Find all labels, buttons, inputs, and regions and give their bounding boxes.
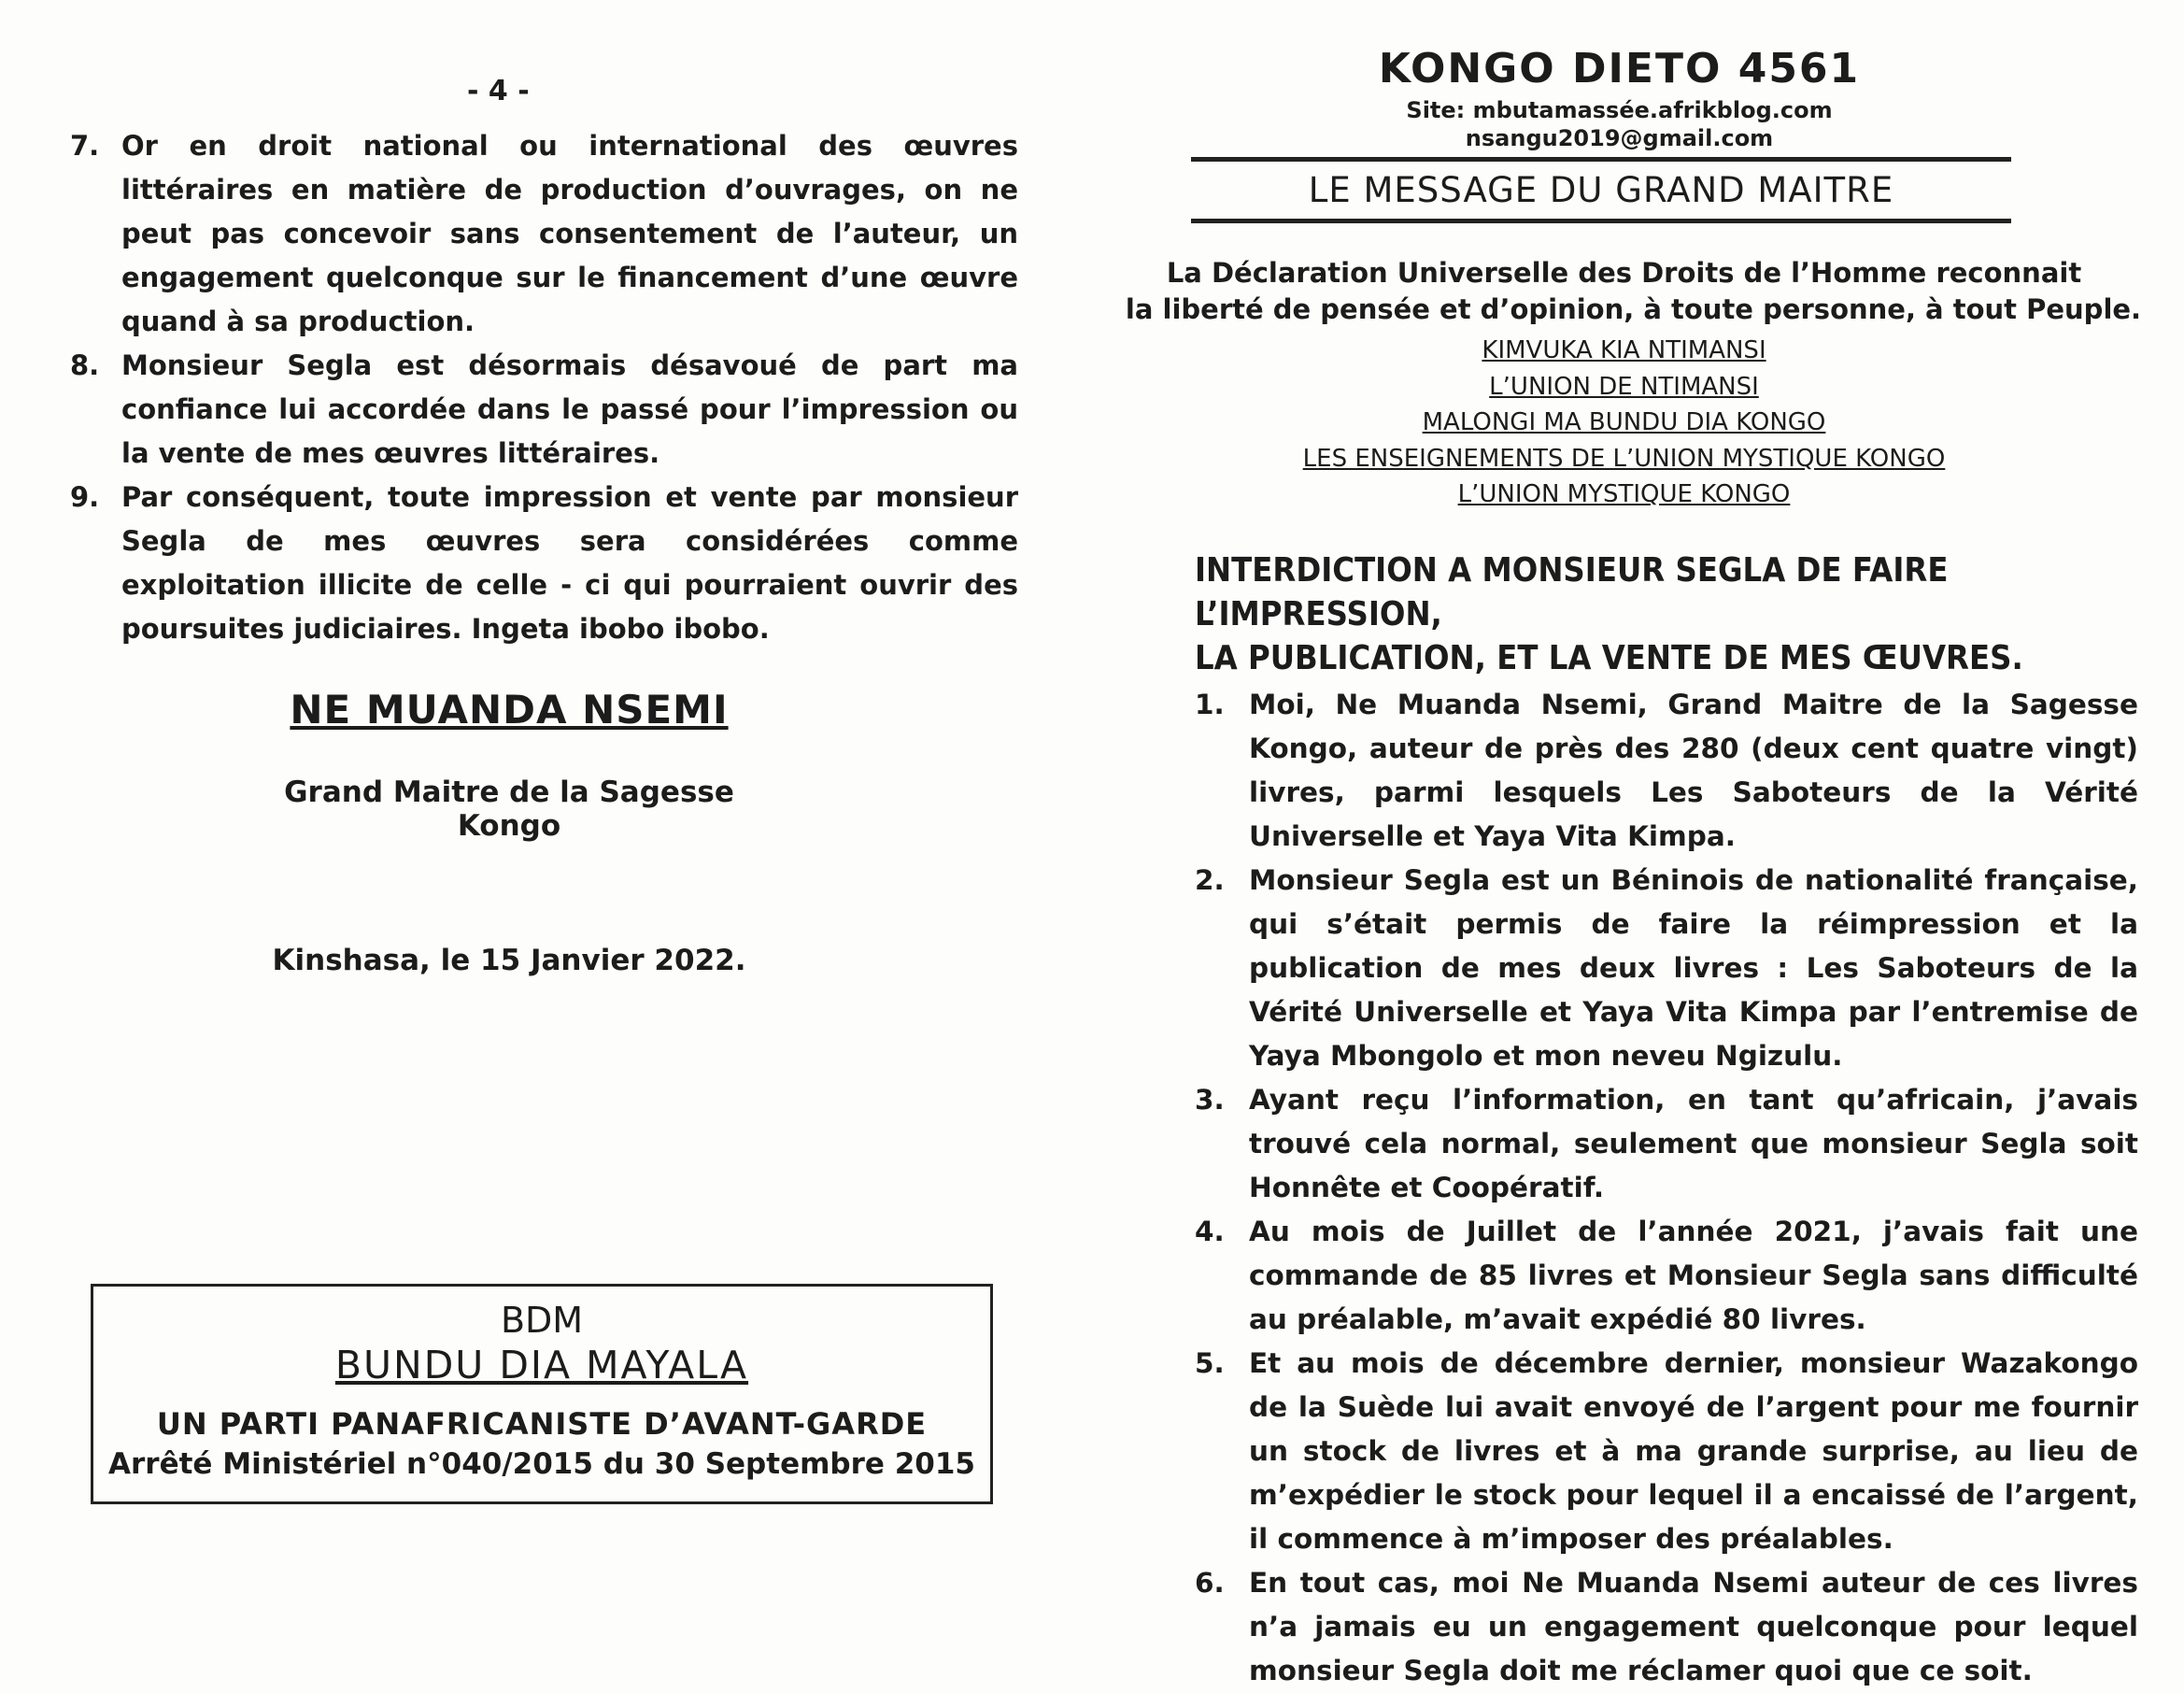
party-abbreviation: BDM xyxy=(500,1300,584,1341)
place-date: Kinshasa, le 15 Janvier 2022. xyxy=(272,944,746,977)
signature-name: NE MUANDA NSEMI xyxy=(290,687,729,733)
organization-name: L’UNION DE NTIMANSI xyxy=(1489,372,1759,401)
header-rule-top xyxy=(1191,157,2011,162)
headline xyxy=(1195,548,2128,680)
party-decree: Arrêté Ministériel n°040/2015 du 30 Septembre 2015 xyxy=(108,1447,975,1481)
item-text: Monsieur Segla est un Béninois de nationalité française, qui s’était permis de faire la réimpression et la publication de mes deux livres : Les Saboteurs de la Vérité Universelle et Yaya Vita Kimpa par l’entremise de Yaya Mbongolo et mon neveu Ngizulu. xyxy=(1249,864,2138,1072)
right-page xyxy=(1092,0,2184,1686)
item-number: 3. xyxy=(1195,1084,1225,1116)
publication-title: KONGO DIETO 4561 xyxy=(1378,45,1861,92)
email-line: nsangu2019@gmail.com xyxy=(1465,125,1774,151)
list-item xyxy=(70,124,1018,344)
item-text: Ayant reçu l’information, en tant qu’africain, j’avais trouvé cela normal, seulement que monsieur Segla soit Honnête et Coopératif. xyxy=(1249,1084,2138,1203)
header-rule-bottom xyxy=(1191,219,2011,223)
item-number: 5. xyxy=(1195,1347,1225,1379)
item-text: Par conséquent, toute impression et vente par monsieur Segla de mes œuvres sera considérées comme exploitation illicite de celle - ci qui pourraient ouvrir des poursuites judiciaires. Ingeta ibobo ibobo. xyxy=(121,481,1018,645)
organization-name: MALONGI MA BUNDU DIA KONGO xyxy=(1422,408,1826,436)
declaration-line-2: la liberté de pensée et d’opinion, à toute personne, à tout Peuple. xyxy=(1125,293,2142,325)
organization-name: L’UNION MYSTIQUE KONGO xyxy=(1457,480,1791,508)
site-line: Site: mbutamassée.afrikblog.com xyxy=(1406,97,1833,123)
item-number: 4. xyxy=(1195,1216,1225,1247)
item-text: Moi, Ne Muanda Nsemi, Grand Maitre de la Sagesse Kongo, auteur de près des 280 (deux cent quatre vingt) livres, parmi lesquels Les Saboteurs de la Vérité Universelle et Yaya Vita Kimpa. xyxy=(1249,689,2138,852)
item-text: Monsieur Segla est désormais désavoué de part ma confiance lui accordée dans le passé pour l’impression ou la vente de mes œuvres littéraires. xyxy=(121,349,1018,469)
list-item xyxy=(70,476,1018,651)
party-description: UN PARTI PANAFRICANISTE D’AVANT-GARDE xyxy=(156,1406,928,1442)
item-number: 8. xyxy=(70,349,100,381)
party-name: BUNDU DIA MAYALA xyxy=(334,1343,749,1387)
list-item xyxy=(1195,1078,2138,1210)
item-text: Et au mois de décembre dernier, monsieur Wazakongo de la Suède lui avait envoyé de l’argent pour me fournir un stock de livres et à ma grande surprise, au lieu de m’expédier le stock pour lequel il a encaissé de l’argent, il commence à m’imposer des préalables. xyxy=(1249,1347,2138,1555)
headline-line-1: INTERDICTION A MONSIEUR SEGLA DE FAIRE L’IMPRESSION, xyxy=(1195,551,1949,633)
item-number: 1. xyxy=(1195,689,1225,720)
party-box xyxy=(91,1284,993,1504)
item-text: Au mois de Juillet de l’année 2021, j’avais fait une commande de 85 livres et Monsieur Segla sans difficulté au préalable, m’avait expédié 80 livres. xyxy=(1249,1216,2138,1335)
list-item xyxy=(1195,1342,2138,1561)
item-number: 2. xyxy=(1195,864,1225,896)
right-numbered-list xyxy=(1195,683,2138,1693)
list-item xyxy=(1195,683,2138,859)
left-page xyxy=(0,0,1092,1545)
item-text: Or en droit national ou international des œuvres littéraires en matière de production d’ouvrages, on ne peut pas concevoir sans consentement de l’auteur, un engagement quelconque sur le financement d’une œuvre quand à sa production. xyxy=(121,130,1018,337)
organization-list xyxy=(1092,333,2184,513)
headline-line-2: LA PUBLICATION, ET LA VENTE DE MES ŒUVRES. xyxy=(1195,639,2023,677)
list-item xyxy=(1195,1561,2138,1693)
message-title: LE MESSAGE DU GRAND MAITRE xyxy=(1308,170,1894,210)
item-number: 6. xyxy=(1195,1567,1225,1599)
organization-name: KIMVUKA KIA NTIMANSI xyxy=(1482,336,1766,364)
list-item xyxy=(1195,859,2138,1078)
item-number: 9. xyxy=(70,481,100,513)
item-number: 7. xyxy=(70,130,100,162)
left-numbered-list xyxy=(70,124,1018,651)
organization-name: LES ENSEIGNEMENTS DE L’UNION MYSTIQUE KONGO xyxy=(1302,444,1946,473)
list-item xyxy=(1195,1210,2138,1342)
page-number: - 4 - xyxy=(467,75,530,107)
declaration-line-1: La Déclaration Universelle des Droits de l’Homme reconnait xyxy=(1166,257,2082,289)
list-item xyxy=(70,344,1018,476)
item-text: En tout cas, moi Ne Muanda Nsemi auteur de ces livres n’a jamais eu un engagement quelconque pour lequel monsieur Segla doit me réclamer quoi que ce soit. xyxy=(1249,1567,2138,1686)
signature-title: Grand Maitre de la Sagesse Kongo xyxy=(284,775,734,843)
